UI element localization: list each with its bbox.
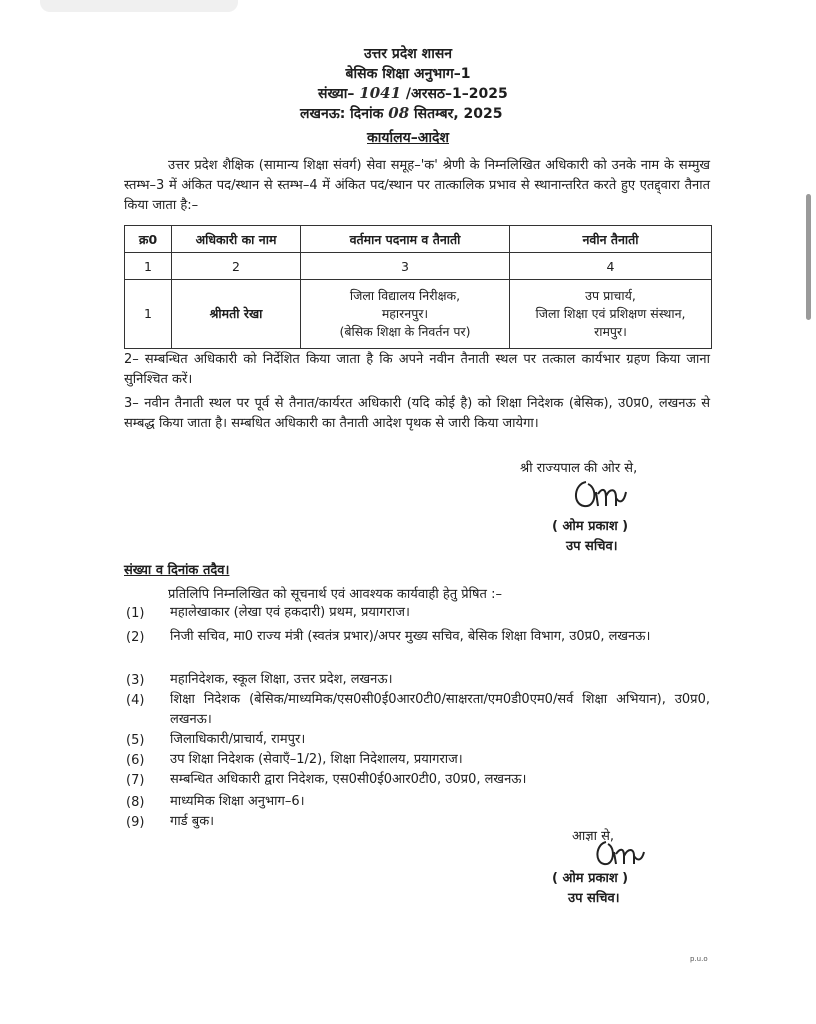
header-government: उत्तर प्रदेश शासन [363, 46, 453, 62]
copy-item-number: (8) [126, 795, 145, 810]
copy-item-text: सम्बन्धित अधिकारी द्वारा निदेशक, एस0सी0ई0आर0टी0, उ0प्र0, लखनऊ। [170, 772, 527, 787]
table-row [125, 280, 712, 349]
table-header-current: वर्तमान पदनाम व तैनाती [301, 226, 510, 253]
new-post-line: रामपुर। [594, 324, 627, 339]
header-section: बेसिक शिक्षा अनुभाग–1 [345, 66, 471, 82]
new-post-line: उप प्राचार्य, [585, 288, 636, 303]
number-prefix: संख्या– [318, 86, 355, 102]
row-sno: 1 [125, 280, 172, 349]
table-header-new: नवीन तैनाती [510, 226, 712, 253]
table-num-1: 1 [125, 253, 172, 280]
signatory-2-designation: उप सचिव। [568, 891, 620, 906]
copy-item-text: उप शिक्षा निदेशक (सेवाएँ–1/2), शिक्षा निदेशालय, प्रयागराज। [170, 752, 463, 767]
row-officer-name: श्रीमती रेखा [172, 280, 301, 349]
paragraph-2: 2– सम्बन्धित अधिकारी को निर्देशित किया जाता है कि अपने नवीन तैनाती स्थल पर तत्काल कार्यभार ग्रहण किया जाना सुनिश्चित करें। [124, 352, 710, 387]
copy-item-number: (7) [126, 773, 145, 788]
copy-item-number: (4) [126, 693, 145, 708]
current-post-line: महारनपुर। [381, 306, 429, 321]
copy-item-text: जिलाधिकारी/प्राचार्य, रामपुर। [170, 732, 306, 747]
copy-item-text: गार्ड बुक। [170, 814, 215, 829]
current-post-line: जिला विद्यालय निरीक्षक, [349, 288, 461, 303]
order-number [318, 84, 508, 103]
table-header-name: अधिकारी का नाम [172, 226, 301, 253]
paragraph-3: 3– नवीन तैनाती स्थल पर पूर्व से तैनात/कार्यरत अधिकारी (यदि कोई है) को शिक्षा निदेशक (बेसिक), उ0प्र0, लखनऊ से सम्बद्ध किया जाता है। सम्बधित अधिकारी का तैनाती आदेश पृथक से जारी किया जायेगा। [124, 396, 710, 431]
signature-order: आज्ञा से, [572, 829, 615, 844]
copy-heading: संख्या व दिनांक तदैव। [124, 563, 230, 578]
date-handwritten: 08 [388, 104, 410, 122]
signature-2-mark [590, 836, 650, 870]
table-header-sno: क्र0 [125, 226, 172, 253]
copy-item-number: (3) [126, 673, 145, 688]
table-num-3: 3 [301, 253, 510, 280]
table-num-4: 4 [510, 253, 712, 280]
signature-on-behalf: श्री राज्यपाल की ओर से, [520, 461, 638, 476]
copy-intro: प्रतिलिपि निम्नलिखित को सूचनार्थ एवं आवश्यक कार्यवाही हेतु प्रेषित :– [168, 587, 502, 602]
signatory-1-name: ( ओम प्रकाश ) [552, 519, 629, 534]
current-post-line: (बेसिक शिक्षा के निवर्तन पर) [339, 324, 471, 339]
number-handwritten: 1041 [359, 84, 402, 102]
copy-item-text: शिक्षा निदेशक (बेसिक/माध्यमिक/एस0सी0ई0आर0टी0/साक्षरता/एम0डी0एम0/सर्व शिक्षा अभियान), उ0प्र0, लखनऊ। [170, 692, 710, 727]
date-suffix: सितम्बर, 2025 [414, 106, 503, 122]
copy-item-number: (6) [126, 753, 145, 768]
signatory-1-designation: उप सचिव। [566, 539, 618, 554]
copy-item-number: (9) [126, 815, 145, 830]
signatory-2-name: ( ओम प्रकाश ) [552, 871, 629, 886]
new-post-line: जिला शिक्षा एवं प्रशिक्षण संस्थान, [535, 306, 686, 321]
signature-1-mark [566, 474, 636, 514]
order-title: कार्यालय–आदेश [367, 130, 449, 146]
transfer-table [124, 225, 712, 349]
row-new-post [510, 280, 712, 349]
copy-item-text: महानिदेशक, स्कूल शिक्षा, उत्तर प्रदेश, लखनऊ। [170, 672, 393, 687]
copy-item-number: (5) [126, 733, 145, 748]
copy-item-text: महालेखाकार (लेखा एवं हकदारी) प्रथम, प्रयागराज। [170, 605, 410, 620]
copy-item-text: माध्यमिक शिक्षा अनुभाग–6। [170, 794, 305, 809]
copy-item-number: (2) [126, 630, 145, 645]
table-num-2: 2 [172, 253, 301, 280]
page-continued-mark: p.u.o [690, 955, 708, 963]
copy-item-text: निजी सचिव, मा0 राज्य मंत्री (स्वतंत्र प्रभार)/अपर मुख्य सचिव, बेसिक शिक्षा विभाग, उ0प्र0, लखनऊ। [170, 629, 651, 644]
intro-paragraph: उत्तर प्रदेश शैक्षिक (सामान्य शिक्षा संवर्ग) सेवा समूह–'क' श्रेणी के निम्नलिखित अधिकारी को उनके नाम के सम्मुख स्तम्भ–3 में अंकित पद/स्थान से स्तम्भ–4 में अंकित पद/स्थान पर तात्कालिक प्रभाव से स्थानान्तरित करते हुए एतद्द्वारा तैनात किया जाता है:– [124, 158, 710, 213]
row-current-post [301, 280, 510, 349]
date-prefix: लखनऊ: दिनांक [300, 106, 384, 122]
copy-item-number: (1) [126, 606, 145, 621]
number-suffix: /अरसठ–1–2025 [405, 86, 508, 102]
order-date [300, 104, 503, 123]
